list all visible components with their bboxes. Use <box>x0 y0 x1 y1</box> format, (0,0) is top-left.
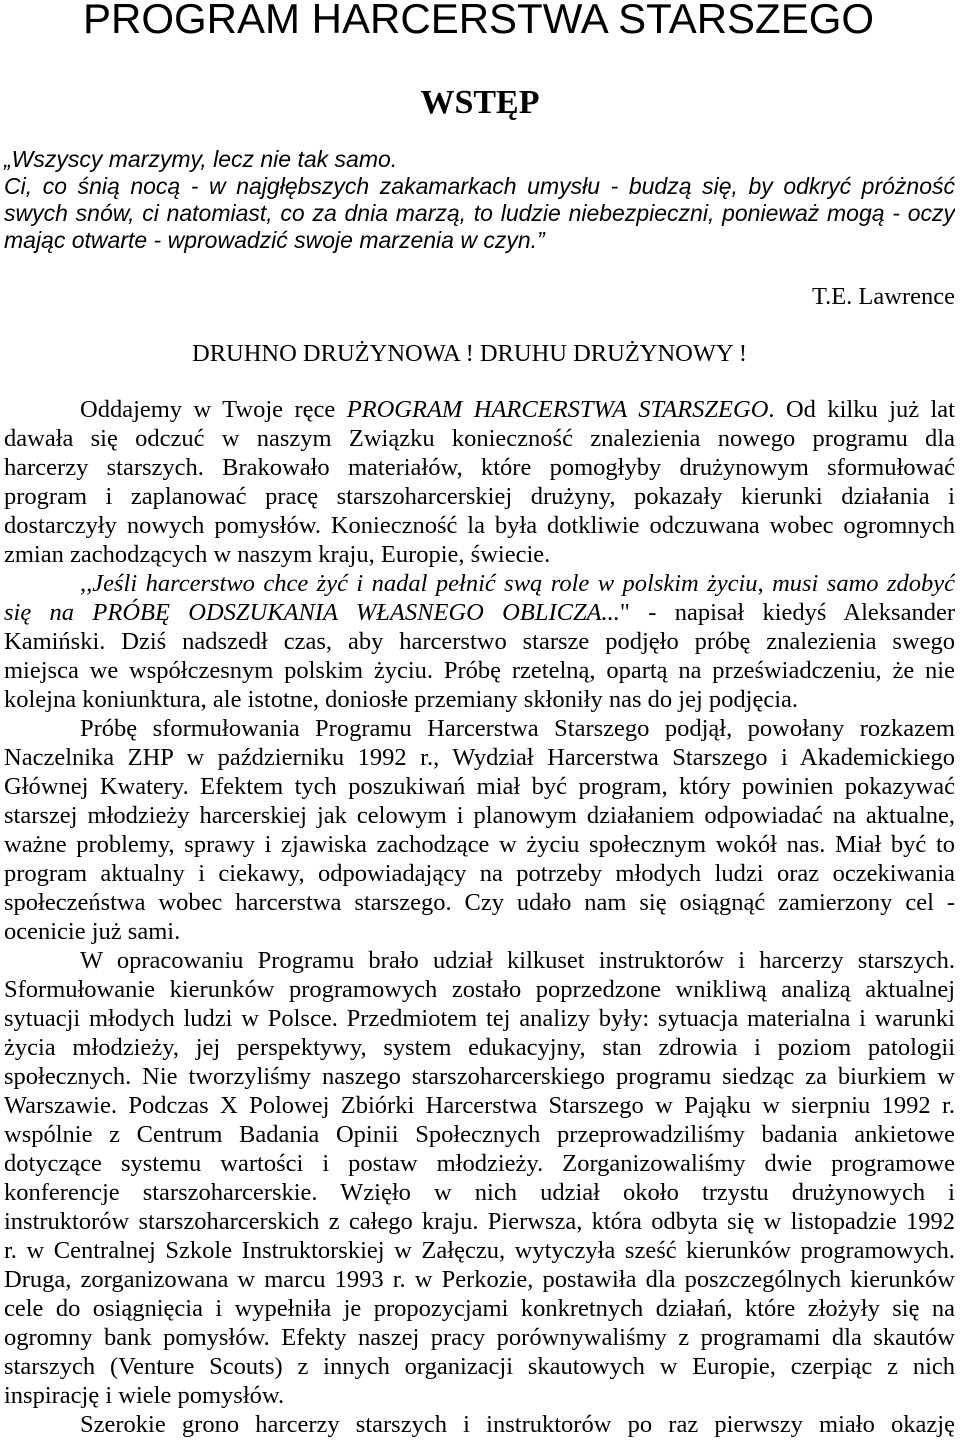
text-run: Warszawie. Podczas X Polowej Zbiórki Harcerstwa Starszego w Pająku w sierpniu 1992 r. <box>4 1092 955 1119</box>
epigraph-quote <box>4 146 955 254</box>
body-line <box>4 1091 955 1120</box>
text-run: program i zaplanować pracę starszoharcerskiej drużyny, pokazały kierunki działania i <box>4 483 955 510</box>
body-line <box>4 830 955 859</box>
body-line <box>4 540 955 569</box>
text-run: ,,Jeśli harcerstwo chce żyć i nadal pełnić swą role w polskim życiu, musi samo zdobyć <box>80 570 955 597</box>
body-line <box>4 1410 955 1439</box>
intro-body-text <box>4 395 955 1439</box>
text-run: harcerzy starszych. Brakowało materiałów, które pomogłyby drużynowym sformułować <box>4 454 955 481</box>
text-run: PROGRAM HARCERSTWA STARSZEGO <box>346 396 769 423</box>
body-line <box>4 627 955 656</box>
body-line <box>4 685 955 714</box>
text-run: dotyczące systemu wartości i postaw młodzieży. Zorganizowaliśmy dwie programowe <box>4 1150 955 1177</box>
document-title: PROGRAM HARCERSTWA STARSZEGO <box>83 0 875 42</box>
body-line <box>4 859 955 888</box>
text-run: Kamiński. Dziś nadszedł czas, aby harcerstwo starsze podjęło próbę znalezienia swego <box>4 628 955 655</box>
epigraph-line: swych snów, ci natomiast, co za dnia marzą, to ludzie niebezpieczni, ponieważ mogą - oczy <box>4 200 955 226</box>
text-run: program aktualny i ciekawy, odpowiadający na potrzeby młodych ludzi oraz oczekiwania <box>4 860 955 887</box>
text-run: się na PRÓBĘ ODSZUKANIA WŁASNEGO OBLICZA... <box>4 599 620 626</box>
body-line <box>4 395 955 424</box>
text-run: sytuacji młodych ludzi w Polsce. Przedmiotem tej analizy były: sytuacja materialna i warunki <box>4 1005 955 1032</box>
body-line <box>4 888 955 917</box>
section-heading: WSTĘP <box>420 84 540 121</box>
text-run: dawała się odczuć w naszym Związku konieczność znalezienia nowego programu dla <box>4 425 955 452</box>
text-run: Sformułowanie kierunków programowych zostało poprzedzone wnikliwą analizą aktualnej <box>4 976 955 1003</box>
body-line <box>4 1207 955 1236</box>
text-run: Oddajemy w Twoje ręce <box>80 396 347 423</box>
text-run: Próbę sformułowania Programu Harcerstwa Starszego podjął, powołany rozkazem <box>80 715 955 742</box>
body-line <box>4 946 955 975</box>
body-line <box>4 1352 955 1381</box>
text-run: ogromny bank pomysłów. Efekty naszej pracy porównywaliśmy z programami dla skautów <box>4 1324 955 1351</box>
text-run: konferencje starszoharcerskie. Wzięło w nich udział około trzystu drużynowych i <box>4 1179 955 1206</box>
text-run: ważne problemy, sprawy i zjawiska zachodzące w życiu społecznym wokół nas. Miał być to <box>4 831 955 858</box>
body-line <box>4 917 955 946</box>
text-run: Druga, zorganizowana w marcu 1993 r. w Perkozie, postawiła dla poszczególnych kierunków <box>4 1266 955 1293</box>
body-line <box>4 1265 955 1294</box>
text-run: zmian zachodzących w naszym kraju, Europie, świecie. <box>4 541 551 568</box>
body-line <box>4 772 955 801</box>
text-run: kolejna koniunktura, ale istotne, doniosłe przemiany skłoniły nas do jej podjęcia. <box>4 686 799 713</box>
body-line <box>4 1149 955 1178</box>
body-line <box>4 714 955 743</box>
body-line <box>4 482 955 511</box>
body-line <box>4 801 955 830</box>
body-line <box>4 1323 955 1352</box>
epigraph-line: „Wszyscy marzymy, lecz nie tak samo. <box>4 146 398 172</box>
epigraph-author: T.E. Lawrence <box>811 283 955 310</box>
text-run: miejsca we współczesnym polskim życiu. Próbę rzetelną, opartą na przeświadczeniu, że nie <box>4 657 955 684</box>
body-line <box>4 598 955 627</box>
text-run: Naczelnika ZHP w październiku 1992 r., Wydział Harcerstwa Starszego i Akademickiego <box>4 744 955 771</box>
body-line <box>4 1004 955 1033</box>
body-line <box>4 1236 955 1265</box>
text-run: W opracowaniu Programu brało udział kilkuset instruktorów i harcerzy starszych. <box>80 947 955 974</box>
text-run: r. w Centralnej Szkole Instruktorskiej w Załęczu, wytyczyła sześć kierunków programowych. <box>4 1237 955 1264</box>
body-line <box>4 511 955 540</box>
paragraph <box>4 395 955 569</box>
text-run: życia młodzieży, jej perspektywy, system edukacyjny, stan zdrowia i poziom patologii <box>4 1034 955 1061</box>
paragraph <box>4 946 955 1410</box>
body-line <box>4 1062 955 1091</box>
body-line <box>4 1294 955 1323</box>
text-run: . Od kilku już lat <box>768 396 955 423</box>
body-line <box>4 656 955 685</box>
text-run: ocenicie już sami. <box>4 918 181 945</box>
text-run: Głównej Kwatery. Efektem tych poszukiwań miał być program, który powinien pokazywać <box>4 773 955 800</box>
text-run: " - napisał kiedyś Aleksander <box>619 599 955 626</box>
paragraph <box>4 714 955 946</box>
body-line <box>4 743 955 772</box>
text-run: społeczeństwa wobec harcerstwa starszego. Czy udało nam się osiągnąć zamierzony cel - <box>4 889 955 916</box>
epigraph-line: Ci, co śnią nocą - w najgłębszych zakamarkach umysłu - budzą się, by odkryć próżność <box>4 173 955 199</box>
text-run: starszej młodzieży harcerskiej jak celowym i planowym działaniem odpowiadać na aktualne, <box>4 802 955 829</box>
text-run: Szerokie grono harcerzy starszych i instruktorów po raz pierwszy miało okazję <box>80 1411 955 1438</box>
text-run: inspirację i wiele pomysłów. <box>4 1382 285 1409</box>
text-run: starszych (Venture Scouts) z innych organizacji skautowych w Europie, czerpiąc z nich <box>4 1353 955 1380</box>
text-run: cele do osiągnięcia i wypełniła je propozycjami konkretnych działań, które złożyły się na <box>4 1295 955 1322</box>
body-line <box>4 1178 955 1207</box>
text-run: instruktorów starszoharcerskich z całego kraju. Pierwsza, która odbyta się w listopadzie 1992 <box>4 1208 955 1235</box>
body-line <box>4 569 955 598</box>
paragraph <box>4 1410 955 1439</box>
body-line <box>4 1381 955 1410</box>
body-line <box>4 1120 955 1149</box>
text-run: wspólnie z Centrum Badania Opinii Społecznych przeprowadziliśmy badania ankietowe <box>4 1121 955 1148</box>
body-line <box>4 1033 955 1062</box>
body-line <box>4 453 955 482</box>
epigraph-line: mając otwarte - wprowadzić swoje marzenia w czyn.” <box>4 227 545 253</box>
text-run: społecznych. Nie tworzyliśmy naszego starszoharcerskiego programu siedząc za biurkiem w <box>4 1063 955 1090</box>
salutation: DRUHNO DRUŻYNOWA ! DRUHU DRUŻYNOWY ! <box>192 340 748 367</box>
body-line <box>4 424 955 453</box>
paragraph <box>4 569 955 714</box>
body-line <box>4 975 955 1004</box>
text-run: dostarczyły nowych pomysłów. Konieczność la była dotkliwie odczuwana wobec ogromnych <box>4 512 955 539</box>
